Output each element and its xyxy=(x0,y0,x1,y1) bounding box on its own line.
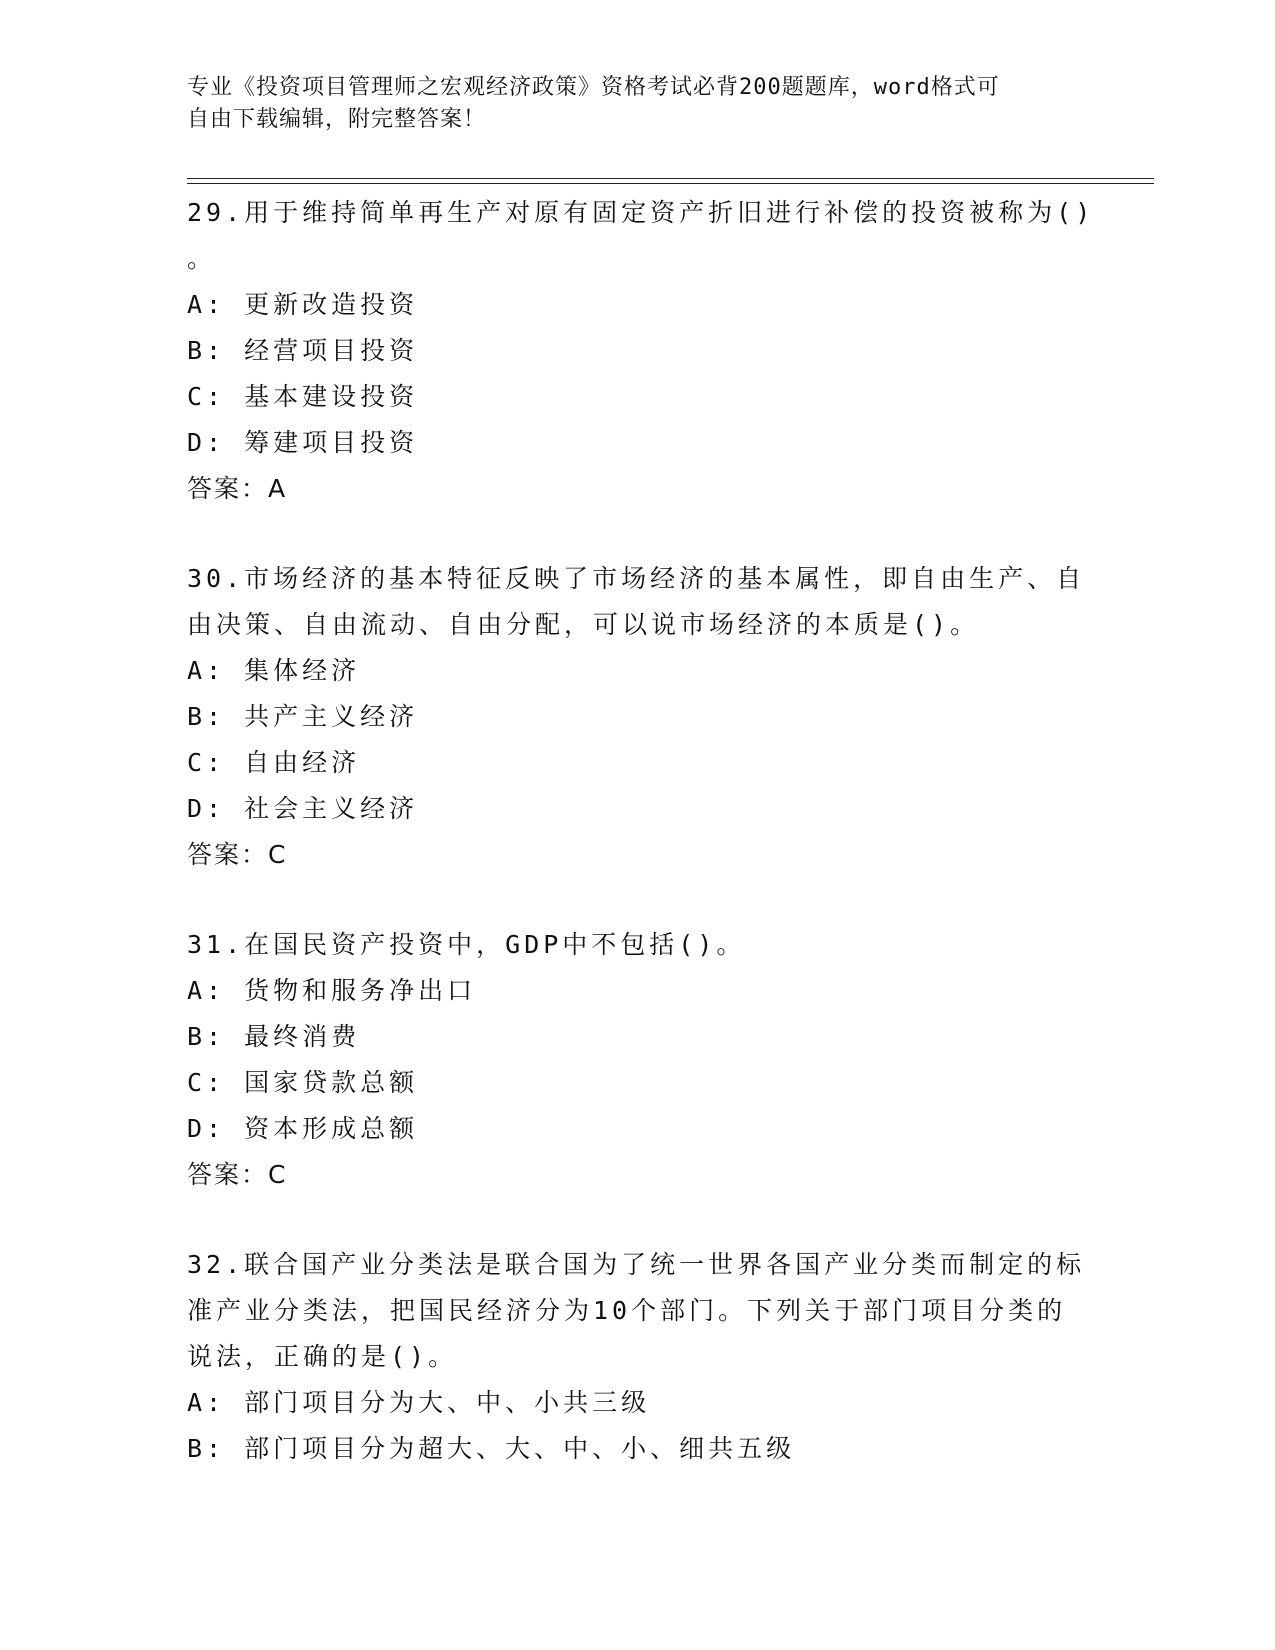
option-c: C: 基本建设投资 xyxy=(187,382,419,411)
option-a: A: 部门项目分为大、中、小共三级 xyxy=(187,1388,651,1417)
spacer xyxy=(187,1198,1087,1242)
question-32 xyxy=(187,1242,1087,1472)
option-d: D: 资本形成总额 xyxy=(187,1114,419,1143)
question-text: 30.市场经济的基本特征反映了市场经济的基本属性，即自由生产、自 xyxy=(187,564,1086,593)
option-b: B: 经营项目投资 xyxy=(187,336,419,365)
document-header xyxy=(187,72,1067,136)
option-b: B: 最终消费 xyxy=(187,1022,361,1051)
question-text: 29.用于维持简单再生产对原有固定资产折旧进行补偿的投资被称为() xyxy=(187,198,1095,227)
question-text: 准产业分类法，把国民经济分为10个部门。下列关于部门项目分类的 xyxy=(187,1296,1067,1325)
question-31 xyxy=(187,922,1087,1198)
answer: 答案：C xyxy=(187,840,288,869)
option-d: D: 社会主义经济 xyxy=(187,794,419,823)
question-text: 31.在国民资产投资中，GDP中不包括()。 xyxy=(187,930,746,959)
answer: 答案：A xyxy=(187,474,288,503)
spacer xyxy=(187,878,1087,922)
question-text: 由决策、自由流动、自由分配，可以说市场经济的本质是()。 xyxy=(187,610,980,639)
question-list xyxy=(187,190,1095,1472)
option-a: A: 货物和服务净出口 xyxy=(187,976,477,1005)
option-c: C: 自由经济 xyxy=(187,748,361,777)
header-divider-top xyxy=(187,178,1154,179)
option-a: A: 集体经济 xyxy=(187,656,361,685)
option-b: B: 共产主义经济 xyxy=(187,702,419,731)
spacer xyxy=(187,512,1087,556)
header-line-2: 自由下载编辑，附完整答案！ xyxy=(187,107,487,132)
answer: 答案：C xyxy=(187,1160,288,1189)
option-c: C: 国家贷款总额 xyxy=(187,1068,419,1097)
option-d: D: 筹建项目投资 xyxy=(187,428,419,457)
question-text: 32.联合国产业分类法是联合国为了统一世界各国产业分类而制定的标 xyxy=(187,1250,1086,1279)
question-text: 说法，正确的是()。 xyxy=(187,1342,458,1371)
option-b: B: 部门项目分为超大、大、中、小、细共五级 xyxy=(187,1434,796,1463)
question-30 xyxy=(187,556,1087,878)
question-29 xyxy=(187,190,1095,512)
question-text: 。 xyxy=(187,244,217,273)
header-divider-bottom xyxy=(187,183,1154,184)
option-a: A: 更新改造投资 xyxy=(187,290,419,319)
header-line-1: 专业《投资项目管理师之宏观经济政策》资格考试必背200题题库，word格式可 xyxy=(187,75,1000,100)
